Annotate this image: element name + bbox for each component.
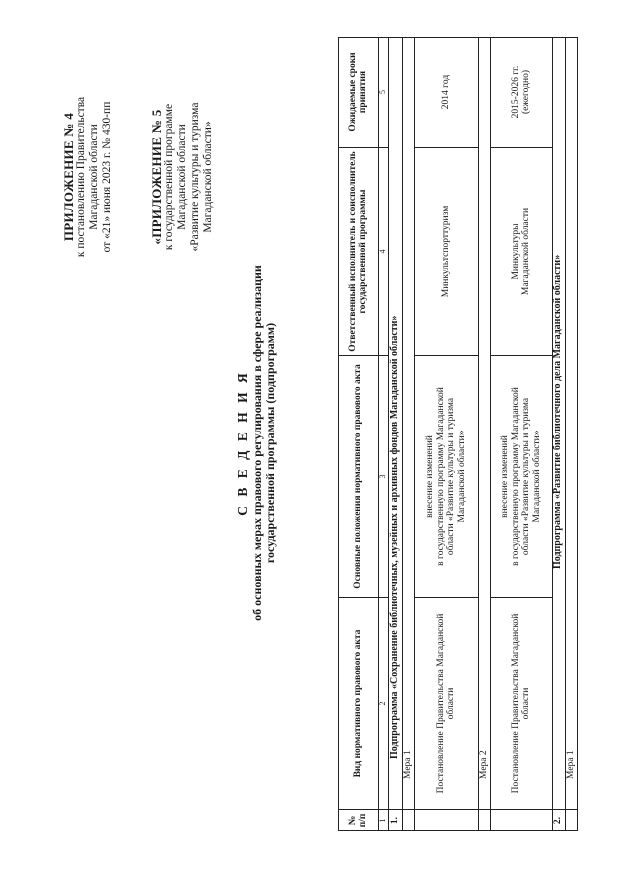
provisions-line: области «Развитие культуры и туризма — [446, 397, 456, 556]
appendix-5-block — [150, 57, 215, 297]
header-provisions: Основные положения нормативного правового акта — [338, 355, 378, 597]
table-row — [414, 37, 478, 831]
appendix-5-line: Магаданской области» — [202, 121, 214, 233]
column-number: 2 — [378, 597, 388, 809]
executor-cell — [490, 147, 552, 355]
appendix-5-title: «ПРИЛОЖЕНИЕ № 5 — [149, 109, 164, 245]
provisions-line: Магаданской области» — [456, 430, 467, 523]
provisions-line: в государственную программу Магаданской — [510, 387, 521, 566]
executor-line: Минкультспорттуризм — [440, 205, 451, 298]
deadline-line: 2014 год — [440, 74, 451, 110]
column-number: 5 — [377, 90, 387, 94]
appendix-5-line: Магаданской области — [176, 124, 188, 230]
heading-title: С В Е Д Е Н И Я — [235, 370, 250, 516]
appendix-4-line: к постановлению Правительства — [75, 96, 87, 258]
table-row — [565, 37, 578, 831]
column-number: 4 — [378, 147, 388, 355]
executor-line: Магаданской области — [521, 207, 531, 296]
appendix-4-title: ПРИЛОЖЕНИЕ № 4 — [61, 112, 76, 242]
row-num: 1. — [388, 809, 402, 831]
heading-line: государственной программы (подпрограмм) — [263, 322, 277, 564]
heading-line: об основных мерах правового регулирования в сфере реализации — [250, 265, 264, 621]
row-num-empty — [565, 809, 578, 831]
act-type-cell: Постановление Правительства Магаданской области — [490, 597, 552, 809]
header-executor: Ответственный исполнитель и соисполнитель государственной программы — [338, 147, 378, 355]
deadline-cell — [414, 37, 478, 147]
measure-label: Мера 1 — [402, 750, 413, 779]
document-heading — [236, 243, 277, 643]
appendix-5-line: к государственной программе — [163, 103, 175, 251]
deadline-line: 2015-2026 гг. — [510, 65, 521, 119]
row-num-empty — [490, 809, 552, 831]
row-num-empty — [478, 809, 490, 831]
measure-label: Мера 2 — [478, 750, 489, 779]
column-numbers-row — [378, 37, 388, 831]
table-row — [552, 37, 565, 831]
table-row — [478, 37, 490, 831]
table-row — [388, 37, 402, 831]
table-header-row — [338, 37, 378, 831]
row-num: 2. — [552, 809, 565, 831]
provisions-line: области «Развитие культуры и туризма — [521, 397, 531, 556]
act-type-cell: Постановление Правительства Магаданской области — [414, 597, 478, 809]
provisions-cell — [414, 355, 478, 597]
row-num-empty — [402, 809, 414, 831]
provisions-cell — [490, 355, 552, 597]
row-num-empty — [414, 809, 478, 831]
provisions-line: в государственную программу Магаданской — [435, 387, 446, 566]
executor-cell — [414, 147, 478, 355]
column-number: 1 — [378, 809, 388, 831]
appendix-5-line: «Развитие культуры и туризма — [189, 102, 201, 252]
header-act-type: Вид нормативного правового акта — [338, 597, 378, 809]
provisions-line: Магаданской области» — [531, 430, 542, 523]
column-number: 3 — [378, 355, 388, 597]
appendix-4-line: от «21» июня 2023 г. № 430-пп — [101, 101, 113, 253]
table-row — [490, 37, 552, 831]
header-deadline: Ожидаемые сроки принятия — [347, 52, 368, 132]
measure-label: Мера 1 — [566, 750, 577, 779]
provisions-line: внесение изменений — [425, 435, 435, 518]
deadline-cell — [490, 37, 552, 147]
appendix-4-line: Магаданской области — [88, 124, 100, 230]
deadline-line: (ежегодно) — [521, 70, 531, 115]
subprogram-title: Подпрограмма «Сохранение библиотечных, музейных и архивных фондов Магаданской области» — [388, 315, 400, 759]
provisions-line: внесение изменений — [500, 435, 510, 518]
subprogram-title: Подпрограмма «Развитие библиотечного дела Магаданской области» — [552, 254, 564, 569]
table-row — [402, 37, 414, 831]
appendix-4-block — [62, 57, 114, 297]
executor-line: Минкультуры — [510, 223, 521, 280]
header-num: № п/п — [338, 809, 378, 831]
measures-table — [338, 37, 578, 831]
